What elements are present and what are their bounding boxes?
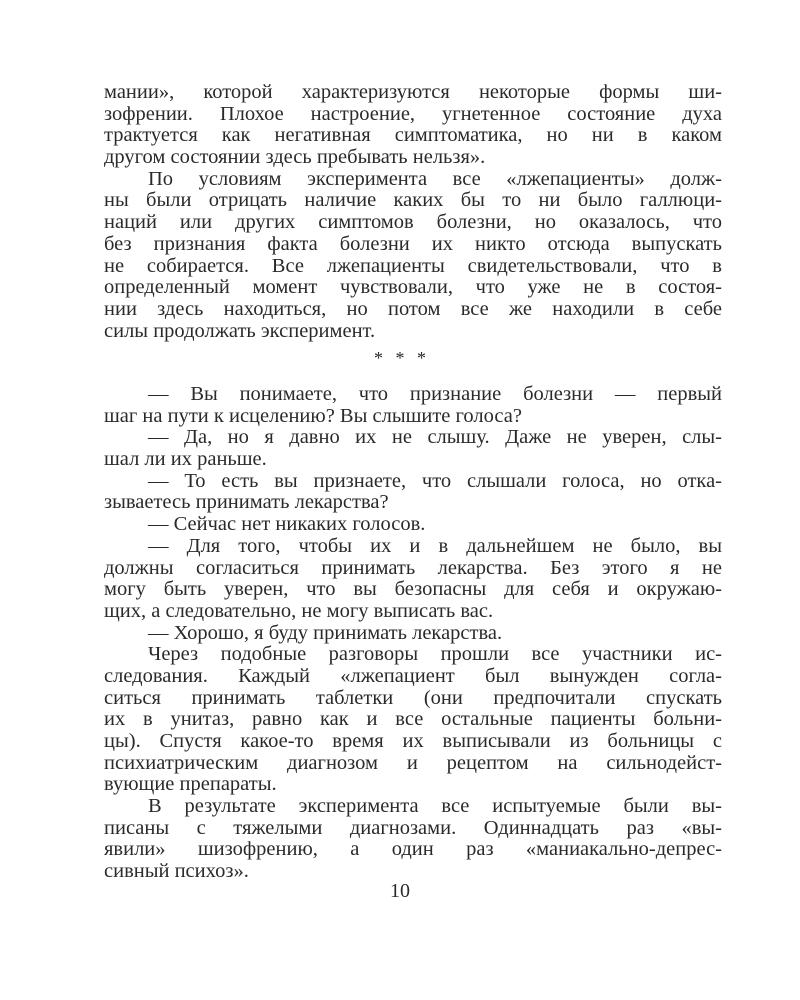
text-line: зываетесь принимать лекарства? [104,491,389,514]
text-line: наций или других симптомов болезни, но оказалось, что [104,211,722,234]
text-block-bottom [104,384,722,883]
paragraph [104,536,722,623]
text-line: явили» шизофрению, а один раз «маниакально-депрес- [104,838,722,861]
text-line: В результате эксперимента все испытуемые были вы- [148,795,722,818]
text-line: их в унитаз, равно как и все остальные пациенты больни- [104,708,722,731]
text-line: силы продолжать эксперимент. [104,319,376,342]
text-line: щих, а следовательно, не могу выписать вас. [104,599,494,622]
paragraph [104,82,722,169]
text-line: сивный психоз». [104,860,249,883]
text-line: писаны с тяжелыми диагнозами. Одиннадцать раз «вы- [104,816,722,839]
text-line: — Хорошо, я буду принимать лекарства. [148,621,503,644]
text-line: зофрении. Плохое настроение, угнетенное состояние духа [104,102,722,125]
text-line: шаг на пути к исцелению? Вы слышите голоса? [104,404,522,427]
text-line: — То есть вы признаете, что слышали голоса, но отка- [148,469,722,492]
text-line: По условиям эксперимента все «лжепациенты» долж- [148,167,722,190]
text-line: могу быть уверен, что вы безопасны для себя и окружаю- [104,578,722,601]
text-line: трактуется как негативная симптоматика, но ни в каком [104,124,722,147]
text-line: шал ли их раньше. [104,448,267,471]
paragraph [104,796,722,883]
text-line: мании», которой характеризуются некоторые формы ши- [104,81,722,103]
text-line: должны согласиться принимать лекарства. Без этого я не [104,556,722,579]
text-line: цы). Спустя какое-то время их выписывали из больницы с [104,730,722,752]
text-line: — Вы понимаете, что признание болезни — первый [148,383,722,405]
text-line: вующие препараты. [104,773,277,796]
text-line: без признания факта болезни их никто отсюда выпускать [104,232,722,255]
paragraph [104,169,722,343]
text-line: другом состоянии здесь пребывать нельзя». [104,146,486,169]
text-line: ны были отрицать наличие каких бы то ни было галлюци- [104,189,722,212]
text-line: нии здесь находиться, но потом все же находили в себе [104,297,722,320]
section-separator: * * * [374,348,426,368]
paragraph [104,644,722,796]
text-line: — Да, но я давно их не слышу. Даже не уверен, слы- [148,426,722,449]
text-line: не собирается. Все лжепациенты свидетельствовали, что в [104,254,722,277]
text-line: психиатрическим диагнозом и рецептом на сильнодейст- [104,751,722,774]
text-line: Через подобные разговоры прошли все участники ис- [148,643,722,666]
text-block-top [104,82,722,342]
paragraph [104,514,722,536]
text-line: определенный момент чувствовали, что уже не в состоя- [104,276,722,299]
paragraph [104,384,722,427]
paragraph [104,623,722,645]
text-line: — Для того, чтобы их и в дальнейшем не было, вы [148,534,722,557]
page-number: 10 [390,880,410,902]
text-line: следования. Каждый «лжепациент был вынужден согла- [104,664,722,687]
text-line: ситься принимать таблетки (они предпочитали спускать [104,686,722,709]
text-line: — Сейчас нет никаких голосов. [148,513,426,536]
paragraph [104,471,722,514]
paragraph [104,427,722,470]
